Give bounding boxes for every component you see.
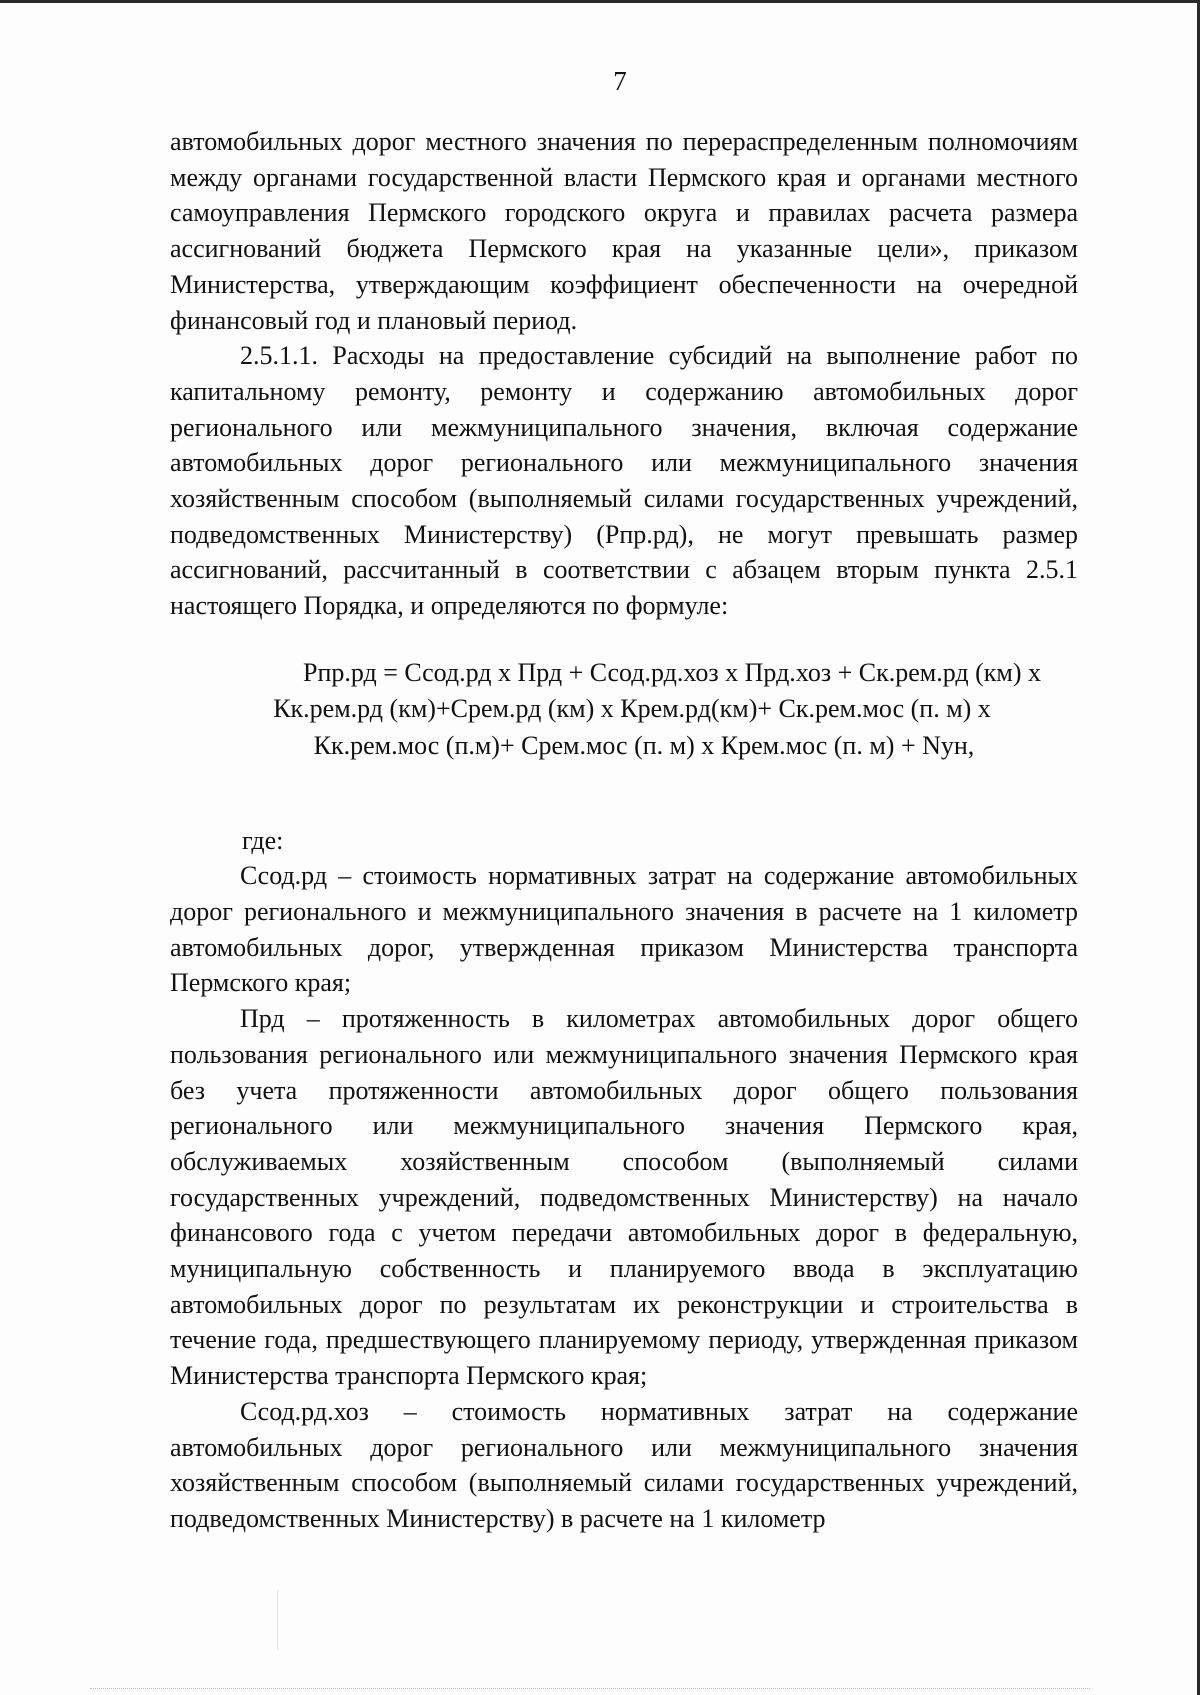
formula-block — [170, 655, 1078, 765]
page-number: 7 — [613, 66, 627, 96]
definition-ssod-rd: Ссод.рд – стоимость нормативных затрат на содержание автомобильных дорог регионального и межмуниципального значения в расчете на 1 километр автомобильных дорог, утвержденная приказом Министерства транспорта Пермского края; — [170, 861, 1078, 998]
scan-edge-top — [0, 0, 1200, 3]
definition-ssod-rd-hoz: Ссод.рд.хоз – стоимость нормативных затрат на содержание автомобильных дорог регионального или межмуниципального значения хозяйственным способом (выполняемый силами государственных учреждений, подведомственных Министерству) в расчете на 1 километр — [170, 1396, 1078, 1533]
formula-line-1: Рпр.рд = Ссод.рд х Прд + Ссод.рд.хоз х Прд.хоз + Ск.рем.рд (км) х — [302, 657, 1042, 687]
scan-artifact — [277, 1590, 278, 1650]
scan-bottom-edge — [90, 1688, 1090, 1689]
formula-line-2: Кк.рем.рд (км)+Срем.рд (км) х Крем.рд(км)+ Ск.рем.мос (п. м) х — [273, 694, 991, 724]
document-body — [170, 124, 1078, 1537]
paragraph-2-5-1-1: 2.5.1.1. Расходы на предоставление субсидий на выполнение работ по капитальному ремонту, ремонту и содержанию автомобильных дорог регионального или межмуниципального значения, включая содержание автомобильных дорог регионального или межмуниципального значения хозяйственным способом (выполняемый силами государственных учреждений, подведомственных Министерству) (Рпр.рд), не могут превышать размер ассигнований, рассчитанный в соответствии с абзацем вторым пункта 2.5.1 настоящего Порядка, и определяются по формуле: — [170, 341, 1078, 621]
paragraph-continuation: автомобильных дорог местного значения по перераспределенным полномочиям между органами государственной власти Пермского края и органами местного самоуправления Пермского городского округа и правилах расчета размера ассигнований бюджета Пермского края на указанные цели», приказом Министерства, утверждающим коэффициент обеспеченности на очередной финансовый год и плановый период. — [170, 127, 1078, 335]
where-label: где: — [242, 825, 284, 855]
definition-prd: Прд – протяженность в километрах автомобильных дорог общего пользования регионального или межмуниципального значения Пермского края без учета протяженности автомобильных дорог общего пользования регионального или межмуниципального значения Пермского края, обслуживаемых хозяйственным способом (выполняемый силами государственных учреждений, подведомственных Министерству) на начало финансового года с учетом передачи автомобильных дорог в федеральную, муниципальную собственность и планируемого ввода в эксплуатацию автомобильных дорог по результатам их реконструкции и строительства в течение года, предшествующего планируемому периоду, утвержденная приказом Министерства транспорта Пермского края; — [170, 1004, 1078, 1391]
formula-line-3: Кк.рем.мос (п.м)+ Срем.мос (п. м) х Крем.мос (п. м) + Nун, — [313, 731, 975, 761]
